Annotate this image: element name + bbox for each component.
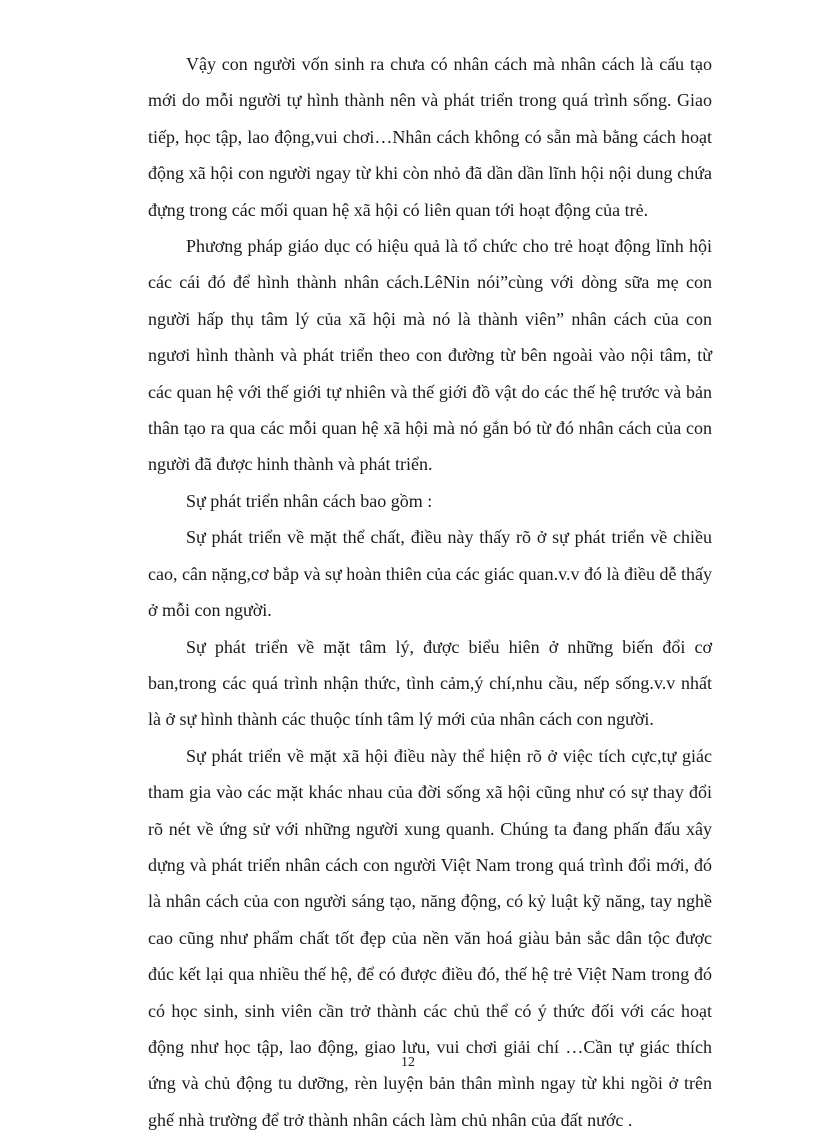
page-number: 12 [401,1055,415,1070]
paragraph-3: Sự phát triển nhân cách bao gồm : [186,490,433,511]
paragraph-5: Sự phát triển về mặt tâm lý, được biểu hiên ở những biến đổi cơ ban,trong các quá trình nhận thức, tình cảm,ý chí,nhu cầu, nếp sống.v.v nhất là ở sự hình thành các thuộc tính tâm lý mới của nhân cách con người. [148,636,712,730]
paragraph-4: Sự phát triển về mặt thể chất, điều này thấy rõ ở sự phát triển về chiều cao, cân nặng,cơ bắp và sự hoàn thiên của các giác quan.v.v đó là điều dễ thấy ở mỗi con người. [148,527,712,621]
body-text [148,46,712,1138]
paragraph-6: Sự phát triển về mặt xã hội điều này thể hiện rõ ở việc tích cực,tự giác tham gia vào các mặt khác nhau của đời sống xã hội cũng như có sự thay đổi rõ nét về ứng sử với những người xung quanh. Chúng ta đang phấn đấu xây dựng và phát triển nhân cách con người Việt Nam trong quá trình đổi mới, đó là nhân cách của con người sáng tạo, năng động, có kỷ luật kỹ năng, tay nghề cao cũng như phẩm chất tốt đẹp của nền văn hoá giàu bản sắc dân tộc được đúc kết lại qua nhiều thế hệ, để có được điều đó, thế hệ trẻ Việt Nam trong đó có học sinh, sinh viên cần trở thành các chủ thể có ý thức đối với các hoạt động như học tập, lao động, giao lưu, vui chơi giải chí …Cần tự giác thích ứng và chủ động tu dưỡng, rèn luyện bản thân mình ngay từ khi ngồi ở trên ghế nhà trường để trở thành nhân cách làm chủ nhân của đất nước . [148,745,712,1130]
paragraph-2: Phương pháp giáo dục có hiệu quả là tổ chức cho trẻ hoạt động lĩnh hội các cái đó để hình thành nhân cách.LêNin nói”cùng với dòng sữa mẹ con người hấp thụ tâm lý của xã hội mà nó là thành viên” nhân cách của con ngươi hình thành và phát triển theo con đường từ bên ngoài vào nội tâm, từ các quan hệ với thế giới tự nhiên và thế giới đồ vật do các thế hệ trước và bản thân tạo ra qua các mỗi quan hệ xã hội mà nó gắn bó từ đó nhân cách của con người đã được hinh thành và phát triển. [148,236,712,475]
paragraph-1: Vậy con người vốn sinh ra chưa có nhân cách mà nhân cách là cấu tạo mới do mỗi người tự hình thành nên và phát triển trong quá trình sống. Giao tiếp, học tập, lao động,vui chơi…Nhân cách không có sẵn mà bằng cách hoạt động xã hội con người ngay từ khi còn nhỏ đã dần dần lĩnh hội nội dung chứa đựng trong các mối quan hệ xã hội có liên quan tới hoạt động của trẻ. [148,54,712,220]
